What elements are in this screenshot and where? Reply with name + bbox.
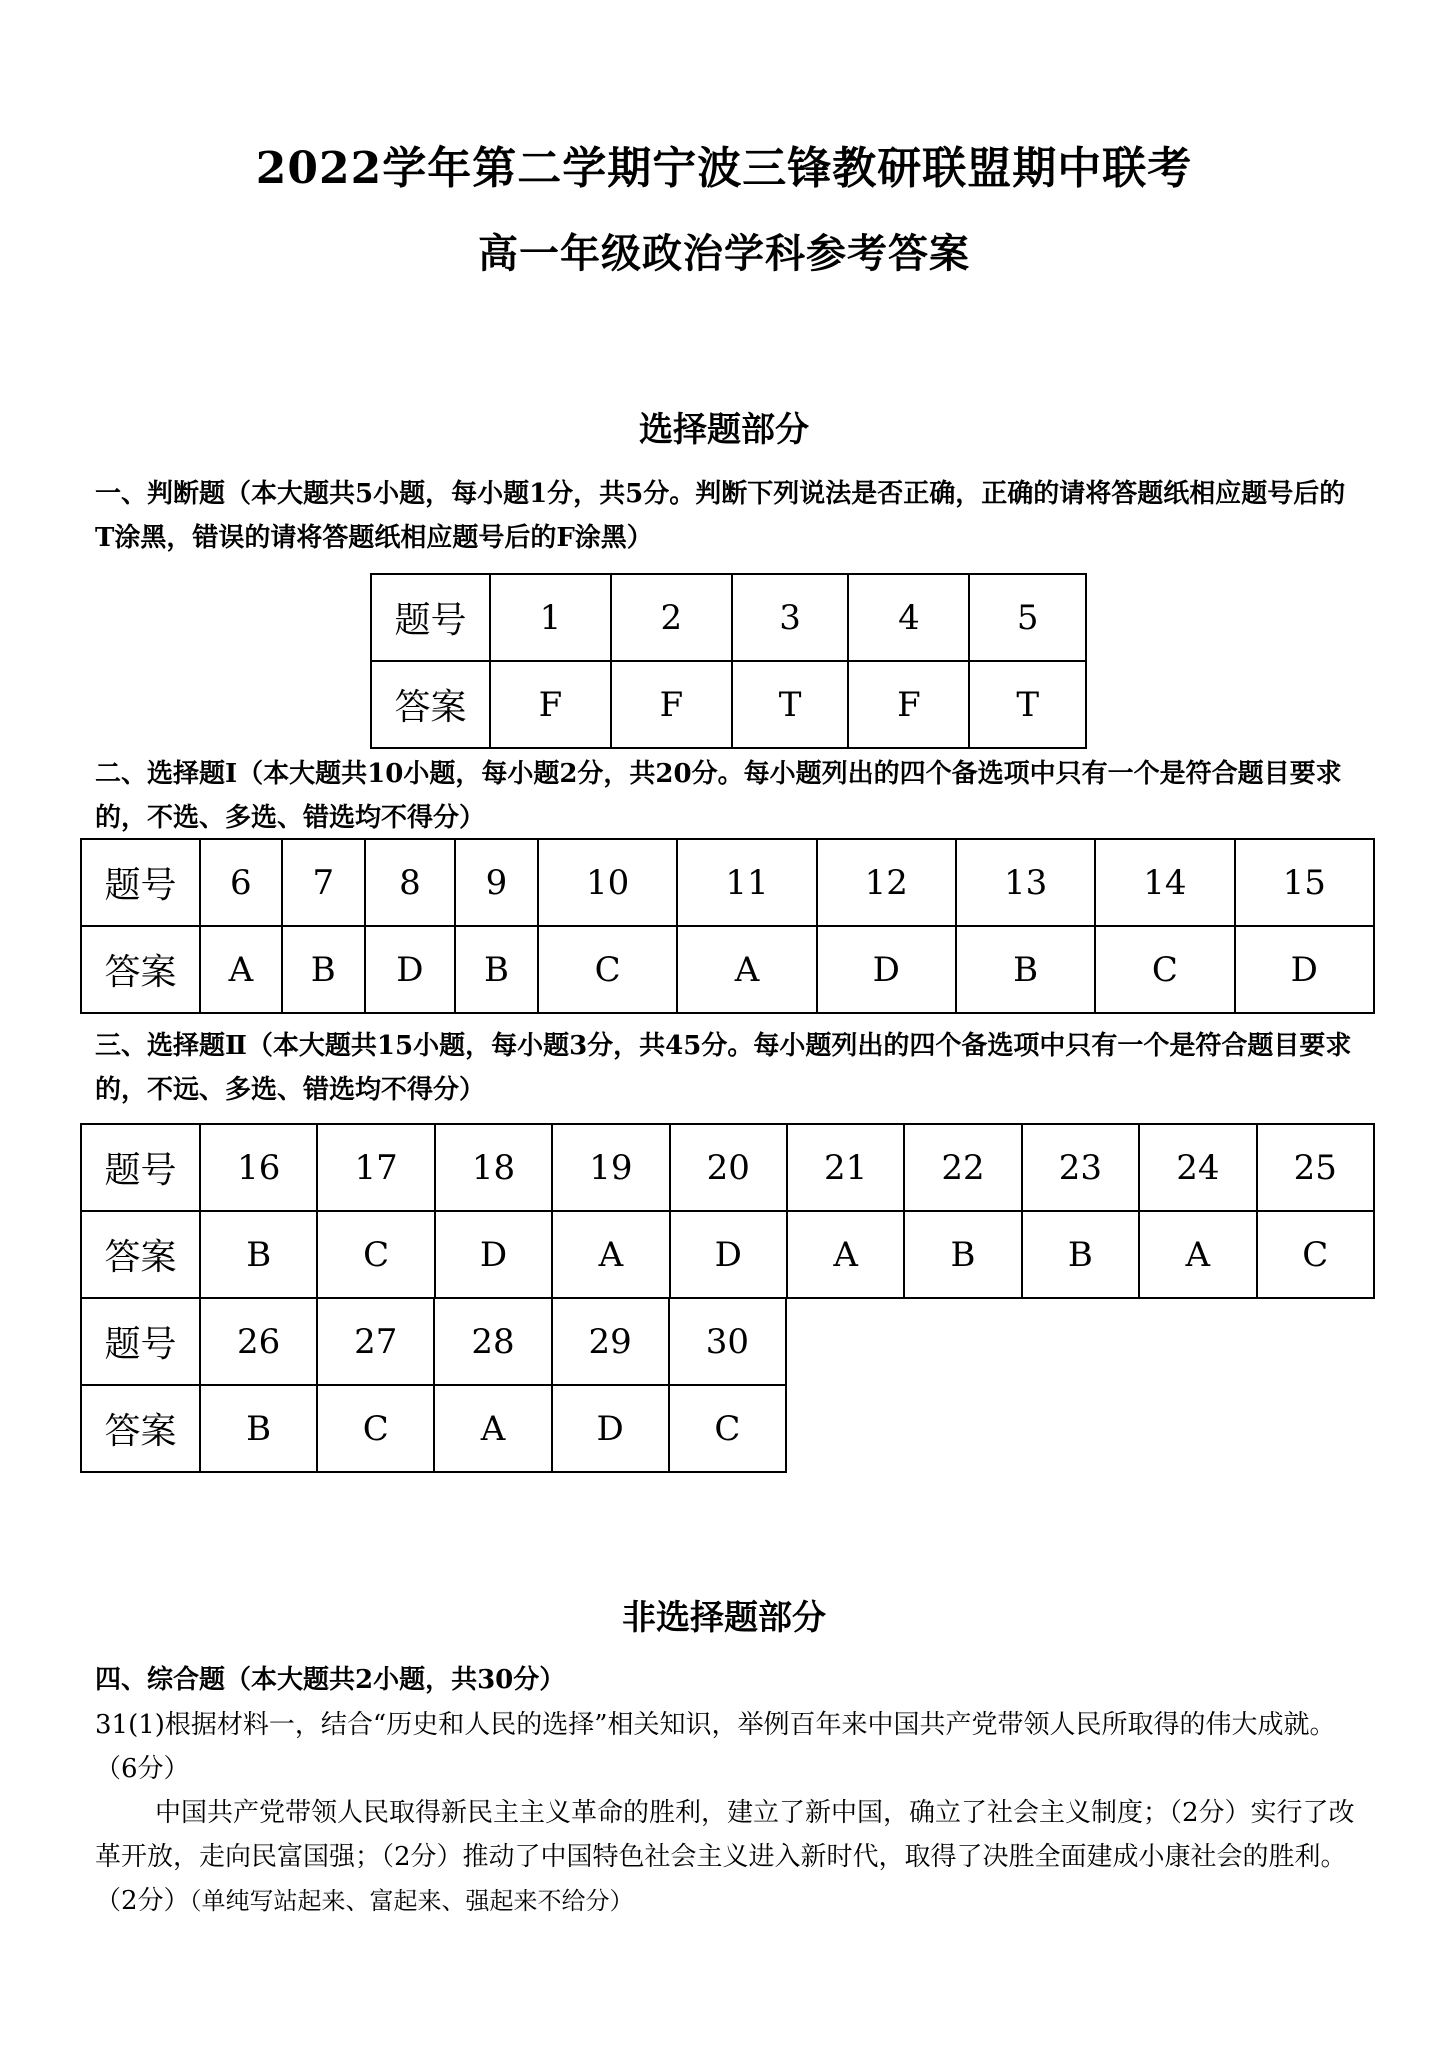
question-label-cell: 题号 [81,1298,200,1385]
q31-note: （单纯写站起来、富起来、强起来不给分） [189,1887,634,1915]
answer-cell: A [434,1385,551,1472]
answer-cell: B [1022,1211,1139,1298]
answer-cell: C [669,1385,786,1472]
question-number-cell: 26 [200,1298,317,1385]
question-number-cell: 25 [1257,1124,1374,1211]
document-title: 2022学年第二学期宁波三锋教研联盟期中联考 [255,143,1193,194]
question-number-cell: 10 [538,839,677,926]
question-number-cell: 9 [455,839,538,926]
answer-cell: D [365,926,455,1013]
question-number-cell: 13 [956,839,1095,926]
answer-label-cell: 答案 [81,1211,200,1298]
answer-cell: T [969,661,1086,748]
question-label-cell: 题号 [81,1124,200,1211]
section3-text: 三、选择题Ⅱ（本大题共15小题，每小题3分，共45分。每小题列出的四个备选项中只有一个是符合题目要求的，不远、多选、错选均不得分） [95,1031,1352,1105]
section3-instructions [95,1024,1357,1112]
answer-cell: B [904,1211,1021,1298]
q31-answer-text: 中国共产党带领人民取得新民主主义革命的胜利，建立了新中国，确立了社会主义制度；（2分）实行了改革开放，走向民富国强；（2分）推动了中国特色社会主义进入新时代，取得了决胜全面建成小康社会的胜利。（2分） [95,1798,1355,1916]
answer-label-cell: 答案 [371,661,490,748]
answer-cell: D [817,926,956,1013]
table-row-answers [81,926,1374,1013]
question-number-cell: 30 [669,1298,786,1385]
table-row-answers [371,661,1086,748]
table-row-questions [81,839,1374,926]
question-number-cell: 4 [848,574,969,661]
question-number-cell: 27 [317,1298,434,1385]
table-row-questions [81,1298,786,1385]
answer-cell: B [200,1385,317,1472]
answer-label-cell: 答案 [81,926,200,1013]
answer-cell: C [317,1385,434,1472]
section1-answer-table [370,573,1087,749]
question-label-cell: 题号 [81,839,200,926]
answer-cell: C [317,1211,434,1298]
answer-label-cell: 答案 [81,1385,200,1472]
question-number-cell: 7 [282,839,365,926]
question-number-cell: 24 [1139,1124,1256,1211]
document-subtitle: 高一年级政治学科参考答案 [478,230,970,277]
question-number-cell: 22 [904,1124,1021,1211]
section1-instructions [95,472,1357,560]
answer-cell: B [455,926,538,1013]
question-number-cell: 12 [817,839,956,926]
section2-text: 二、选择题Ⅰ（本大题共10小题，每小题2分，共20分。每小题列出的四个备选项中只有一个是符合题目要求的，不选、多选、错选均不得分） [95,759,1342,833]
answer-cell: A [200,926,282,1013]
answer-cell: D [1235,926,1374,1013]
section2-answer-table [80,838,1375,1014]
answer-cell: D [670,1211,787,1298]
question-number-cell: 18 [435,1124,552,1211]
answer-cell: C [538,926,677,1013]
question-label-cell: 题号 [371,574,490,661]
answer-cell: F [611,661,732,748]
table-row-answers [81,1385,786,1472]
section3-answer-table-a [80,1123,1375,1299]
section2-instructions [95,752,1357,840]
table-row-answers [81,1211,1374,1298]
section3-answer-table-b [80,1297,787,1473]
answer-cell: B [956,926,1095,1013]
q31-answer [95,1791,1357,1923]
answer-cell: A [1139,1211,1256,1298]
table-row-questions [371,574,1086,661]
q31-prompt: 31(1)根据材料一，结合“历史和人民的选择”相关知识，举例百年来中国共产党带领人民所取得的伟大成就。（6分） [95,1710,1336,1784]
section4-text: 四、综合题（本大题共2小题，共30分） [95,1665,566,1695]
answer-cell: B [282,926,365,1013]
question-number-cell: 3 [732,574,849,661]
choice-part-heading: 选择题部分 [639,410,809,450]
answer-cell: F [848,661,969,748]
question-number-cell: 1 [490,574,611,661]
question-number-cell: 16 [200,1124,317,1211]
question-number-cell: 5 [969,574,1086,661]
answer-cell: A [787,1211,904,1298]
question-number-cell: 2 [611,574,732,661]
answer-cell: C [1095,926,1234,1013]
question-number-cell: 14 [1095,839,1234,926]
question-number-cell: 21 [787,1124,904,1211]
answer-cell: C [1257,1211,1374,1298]
answer-cell: B [200,1211,317,1298]
question-number-cell: 17 [317,1124,434,1211]
question-number-cell: 15 [1235,839,1374,926]
question-number-cell: 6 [200,839,282,926]
question-number-cell: 8 [365,839,455,926]
section4-heading [95,1658,1357,1702]
question-number-cell: 28 [434,1298,551,1385]
answer-cell: A [552,1211,669,1298]
question-number-cell: 20 [670,1124,787,1211]
answer-cell: D [435,1211,552,1298]
question-number-cell: 19 [552,1124,669,1211]
answer-cell: D [552,1385,669,1472]
section1-text: 一、判断题（本大题共5小题，每小题1分，共5分。判断下列说法是否正确，正确的请将答题纸相应题号后的T涂黑，错误的请将答题纸相应题号后的F涂黑） [95,479,1346,553]
answer-cell: F [490,661,611,748]
question-number-cell: 11 [677,839,816,926]
answer-cell: T [732,661,849,748]
answer-cell: A [677,926,816,1013]
question-number-cell: 29 [552,1298,669,1385]
table-row-questions [81,1124,1374,1211]
question-number-cell: 23 [1022,1124,1139,1211]
non-choice-part-heading: 非选择题部分 [622,1598,826,1638]
